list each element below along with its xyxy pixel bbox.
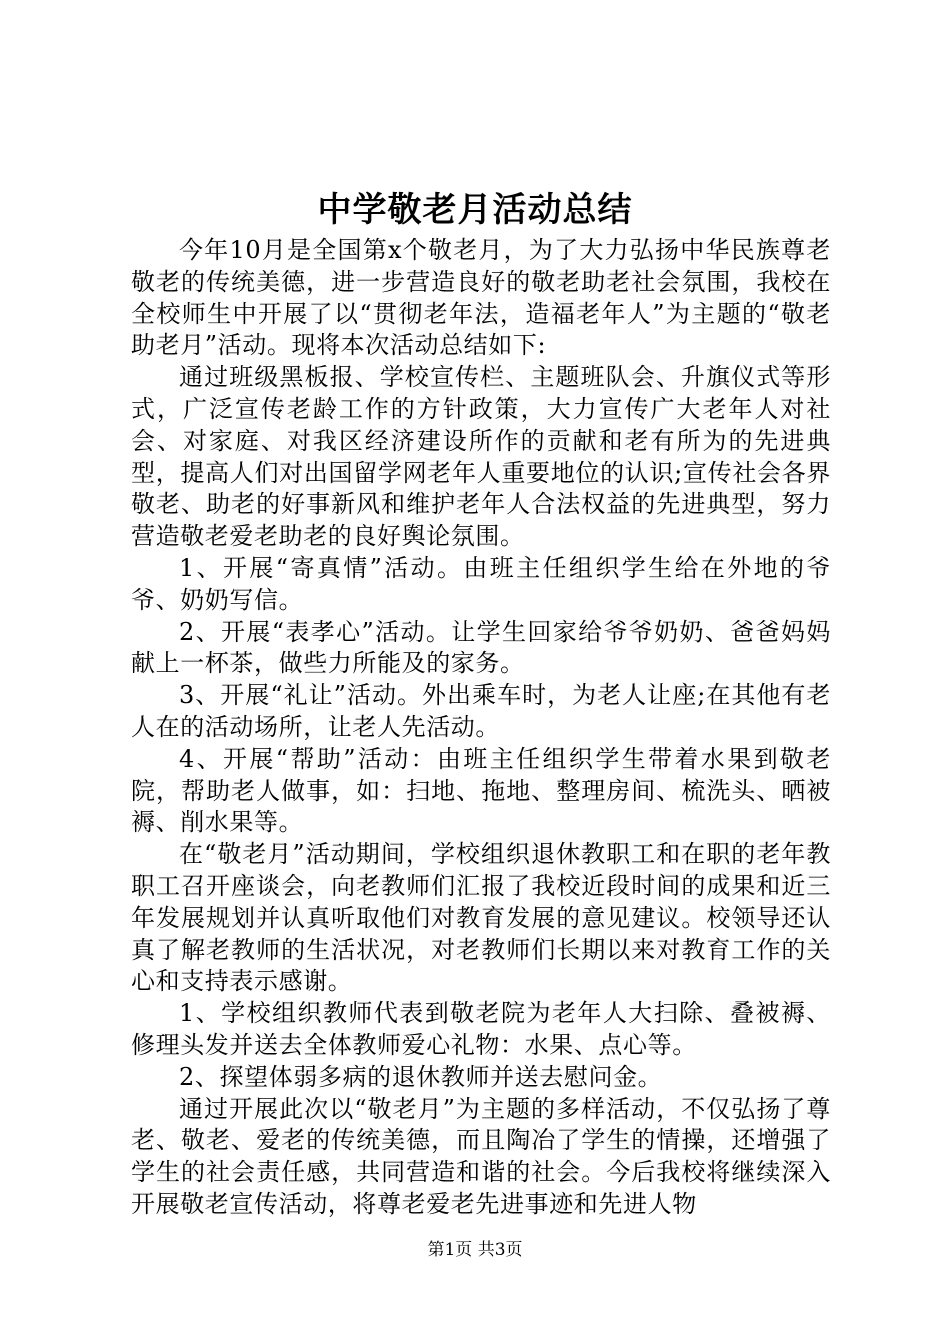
paragraph-item-3: 3、开展“礼让”活动。外出乘车时，为老人让座;在其他有老人在的活动场所，让老人先活动。 [131, 681, 831, 741]
page-footer: 第1页 共3页 [427, 1240, 523, 1260]
document-title: 中学敬老月活动总结 [317, 190, 633, 230]
paragraph-item-2: 2、开展“表孝心”活动。让学生回家给爷爷奶奶、爸爸妈妈献上一杯茶，做些力所能及的家务。 [131, 617, 831, 678]
paragraph-teacher-item-1: 1、学校组织教师代表到敬老院为老年人大扫除、叠被褥、修理头发并送去全体教师爱心礼物：水果、点心等。 [131, 999, 831, 1059]
document-body [131, 235, 831, 1221]
paragraph-publicity: 通过班级黑板报、学校宣传栏、主题班队会、升旗仪式等形式，广泛宣传老龄工作的方针政策，大力宣传广大老年人对社会、对家庭、对我区经济建设所作的贡献和老有所为的先进典型，提高人们对出国留学网老年人重要地位的认识;宣传社会各界敬老、助老的好事新风和维护老年人合法权益的先进典型，努力营造敬老爱老助老的良好舆论氛围。 [131, 363, 831, 551]
paragraph-item-4: 4、开展“帮助”活动：由班主任组织学生带着水果到敬老院，帮助老人做事，如：扫地、拖地、整理房间、梳洗头、晒被褥、削水果等。 [131, 744, 831, 837]
paragraph-item-1: 1、开展“寄真情”活动。由班主任组织学生给在外地的爷爷、奶奶写信。 [131, 553, 831, 614]
paragraph-intro: 今年10月是全国第x个敬老月，为了大力弘扬中华民族尊老敬老的传统美德，进一步营造良好的敬老助老社会氛围，我校在全校师生中开展了以“贯彻老年法，造福老年人”为主题的“敬老助老月”活动。现将本次活动总结如下: [131, 236, 831, 360]
paragraph-teachers: 在“敬老月”活动期间，学校组织退休教职工和在职的老年教职工召开座谈会，向老教师们汇报了我校近段时间的成果和近三年发展规划并认真听取他们对教育发展的意见建议。校领导还认真了解老教师的生活状况，对老教师们长期以来对教育工作的关心和支持表示感谢。 [131, 840, 831, 996]
paragraph-teacher-item-2: 2、探望体弱多病的退休教师并送去慰问金。 [179, 1062, 663, 1091]
paragraph-conclusion: 通过开展此次以“敬老月”为主题的多样活动，不仅弘扬了尊老、敬老、爱老的传统美德，而且陶冶了学生的情操，还增强了学生的社会责任感，共同营造和谐的社会。今后我校将继续深入开展敬老宣传活动，将尊老爱老先进事迹和先进人物 [131, 1094, 831, 1218]
